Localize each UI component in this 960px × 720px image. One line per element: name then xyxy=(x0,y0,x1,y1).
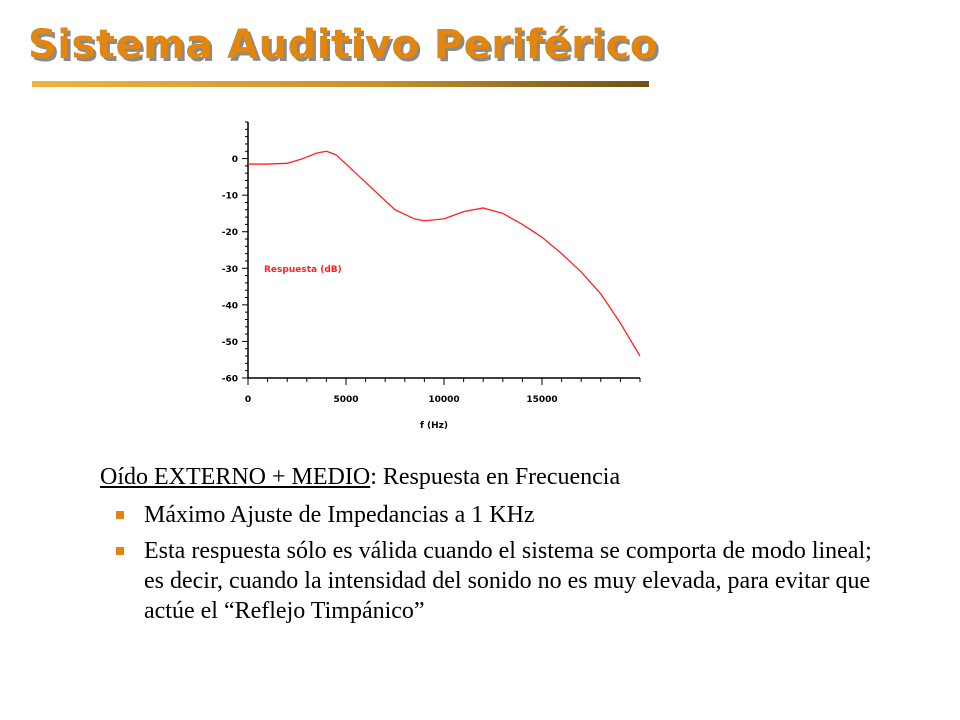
y-tick-label: -10 xyxy=(221,191,238,202)
title-underline-bar xyxy=(32,81,649,87)
y-tick-label: 0 xyxy=(231,155,238,166)
bullet-item xyxy=(100,500,880,530)
x-tick-label: 15000 xyxy=(526,395,558,405)
slide-body xyxy=(100,462,880,632)
bullet-text: Esta respuesta sólo es válida cuando el sistema se comporta de modo lineal; es decir, cuando la intensidad del sonido no es muy elevada, para evitar que actúe el “Reflejo Timpánico” xyxy=(144,538,872,624)
y-tick-label: -20 xyxy=(221,228,238,239)
bullet-text: Máximo Ajuste de Impedancias a 1 KHz xyxy=(144,502,535,528)
x-axis-label: f (Hz) xyxy=(419,421,449,431)
y-tick-label: -50 xyxy=(221,337,238,348)
x-tick-label: 0 xyxy=(244,395,252,405)
frequency-response-chart xyxy=(200,110,660,440)
slide-title: Sistema Auditivo Periférico xyxy=(28,22,658,68)
y-tick-label: -40 xyxy=(221,301,238,312)
square-bullet-icon xyxy=(116,511,124,519)
section-heading-underlined: Oído EXTERNO + MEDIO xyxy=(100,464,371,490)
section-heading xyxy=(100,462,880,492)
square-bullet-icon xyxy=(116,547,124,555)
section-heading-rest: : Respuesta en Frecuencia xyxy=(370,464,621,490)
x-tick-label: 5000 xyxy=(333,395,359,405)
y-tick-label: -30 xyxy=(221,264,238,275)
legend-label: Respuesta (dB) xyxy=(264,264,342,275)
response-curve xyxy=(248,151,640,356)
x-tick-label: 10000 xyxy=(428,395,460,405)
bullet-item xyxy=(100,536,880,626)
bullet-list xyxy=(100,500,880,626)
y-tick-label: -60 xyxy=(221,374,238,385)
